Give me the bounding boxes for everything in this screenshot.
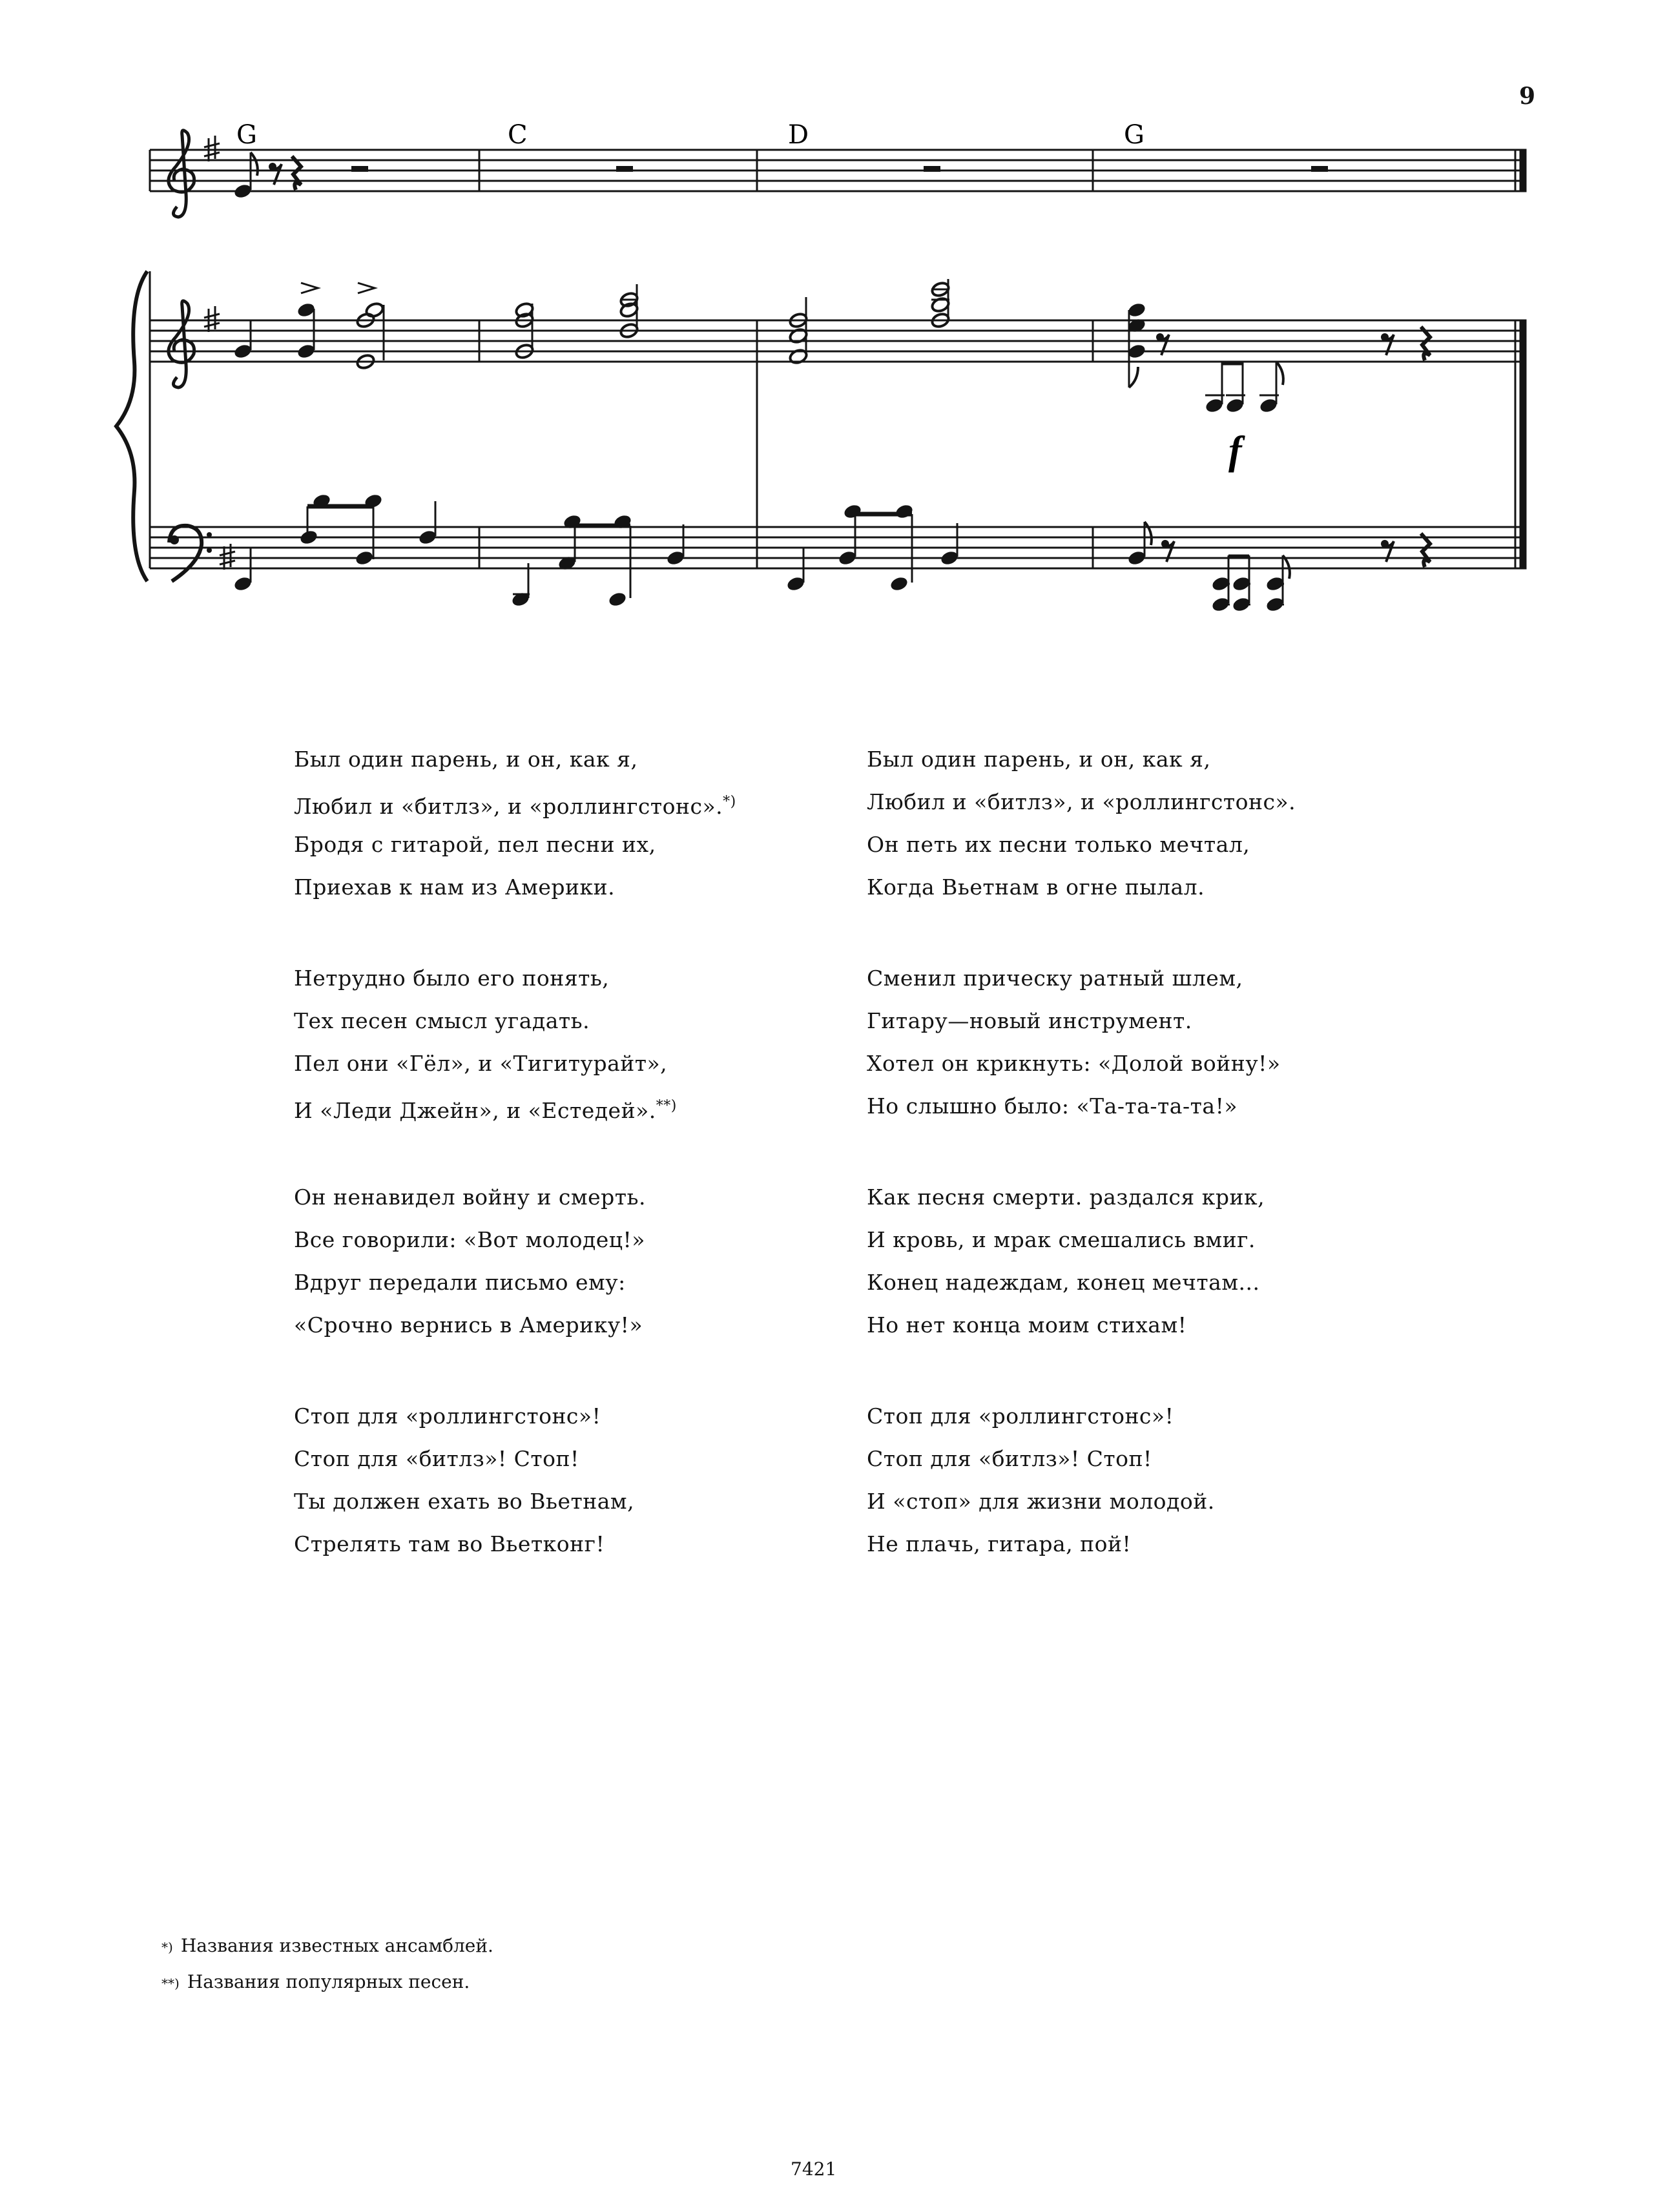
footnote-mark: **) bbox=[656, 1098, 677, 1114]
stanza bbox=[294, 1176, 736, 1347]
bass-clef-key bbox=[169, 526, 235, 581]
lyric-line: Ты должен ехать во Вьетнам, bbox=[294, 1489, 635, 1514]
chord-symbol: D bbox=[788, 120, 809, 150]
lyric-line: Он петь их песни только мечтал, bbox=[867, 832, 1250, 857]
stanza bbox=[867, 1395, 1296, 1566]
lyric-line: Вдруг передали письмо ему: bbox=[294, 1270, 626, 1295]
lyric-line: Тех песен смысл угадать. bbox=[294, 1008, 590, 1033]
lyric-line: «Срочно вернись в Америку!» bbox=[294, 1312, 643, 1338]
lyric-line: И «стоп» для жизни молодой. bbox=[867, 1489, 1215, 1514]
stanza bbox=[294, 738, 736, 909]
lyric-line: Стоп для «роллингстонс»! bbox=[294, 1403, 601, 1429]
stanza bbox=[294, 957, 736, 1128]
lyric-line: Был один парень, и он, как я, bbox=[294, 747, 638, 772]
vocal-clef-key bbox=[169, 130, 220, 217]
lyric-line: Стоп для «битлз»! Стоп! bbox=[294, 1446, 579, 1471]
dynamic-marking: f bbox=[1228, 429, 1242, 473]
lyric-line: Как песня смерти. раздался крик, bbox=[867, 1184, 1265, 1210]
lyric-line: Сменил прическу ратный шлем, bbox=[867, 966, 1243, 991]
lyric-line-text: И «Леди Джейн», и «Естедей». bbox=[294, 1098, 656, 1123]
lyric-line: Не плачь, гитара, пой! bbox=[867, 1531, 1132, 1556]
page-number: 9 bbox=[1519, 83, 1536, 110]
chord-symbol: C bbox=[508, 120, 528, 150]
piano-brace bbox=[116, 271, 147, 581]
lyric-line: Был один парень, и он, как я, bbox=[867, 747, 1211, 772]
bass-notes bbox=[233, 493, 1430, 613]
lyric-line: Любил и «битлз», и «роллингстонс». bbox=[867, 789, 1296, 814]
lyrics-right-column bbox=[867, 738, 1296, 1614]
footnote-mark: *) bbox=[723, 794, 736, 810]
lyric-line: Когда Вьетнам в огне пылал. bbox=[867, 874, 1205, 900]
treble-notes bbox=[233, 279, 1430, 414]
footnote-mark: **) bbox=[161, 1976, 180, 1991]
piano-bass-staff bbox=[150, 527, 1524, 568]
lyric-line bbox=[294, 781, 736, 823]
lyric-line: Но слышно было: «Та-та-та-та!» bbox=[867, 1093, 1238, 1119]
music-score bbox=[0, 0, 1678, 646]
lyric-line bbox=[294, 1085, 736, 1128]
lyric-line: Конец надеждам, конец мечтам... bbox=[867, 1270, 1260, 1295]
footnote bbox=[161, 1971, 470, 1992]
lyric-line: Бродя с гитарой, пел песни их, bbox=[294, 832, 656, 857]
catalog-number: 7421 bbox=[791, 2158, 837, 2180]
lyric-line: Стоп для «роллингстонс»! bbox=[867, 1403, 1174, 1429]
stanza bbox=[867, 957, 1296, 1128]
lyric-line: Гитару—новый инструмент. bbox=[867, 1008, 1192, 1033]
footnote bbox=[161, 1935, 493, 1956]
lyric-line: Все говорили: «Вот молодец!» bbox=[294, 1227, 645, 1252]
chord-symbol: G bbox=[236, 120, 257, 150]
lyric-line: Нетрудно было его понять, bbox=[294, 966, 610, 991]
stanza bbox=[867, 738, 1296, 909]
footnote-text: Названия популярных песен. bbox=[187, 1971, 470, 1992]
lyric-line: Пел они «Гёл», и «Тигитурайт», bbox=[294, 1051, 668, 1076]
lyric-line: И кровь, и мрак смешались вмиг. bbox=[867, 1227, 1256, 1252]
chord-symbol: G bbox=[1124, 120, 1145, 150]
lyrics-left-column bbox=[294, 738, 736, 1614]
lyric-line: Приехав к нам из Америки. bbox=[294, 874, 616, 900]
lyric-line: Хотел он крикнуть: «Долой войну!» bbox=[867, 1051, 1281, 1076]
stanza bbox=[867, 1176, 1296, 1347]
piano-treble-staff bbox=[150, 320, 1526, 568]
lyric-line: Но нет конца моим стихам! bbox=[867, 1312, 1187, 1338]
footnote-text: Названия известных ансамблей. bbox=[180, 1935, 493, 1956]
lyric-line: Стоп для «битлз»! Стоп! bbox=[867, 1446, 1152, 1471]
lyric-line: Он ненавидел войну и смерть. bbox=[294, 1184, 646, 1210]
lyric-line-text: Любил и «битлз», и «роллингстонс». bbox=[294, 794, 723, 819]
lyric-line: Стрелять там во Вьетконг! bbox=[294, 1531, 605, 1556]
stanza bbox=[294, 1395, 736, 1566]
footnote-mark: *) bbox=[161, 1939, 173, 1955]
treble-clef-key bbox=[169, 301, 220, 388]
